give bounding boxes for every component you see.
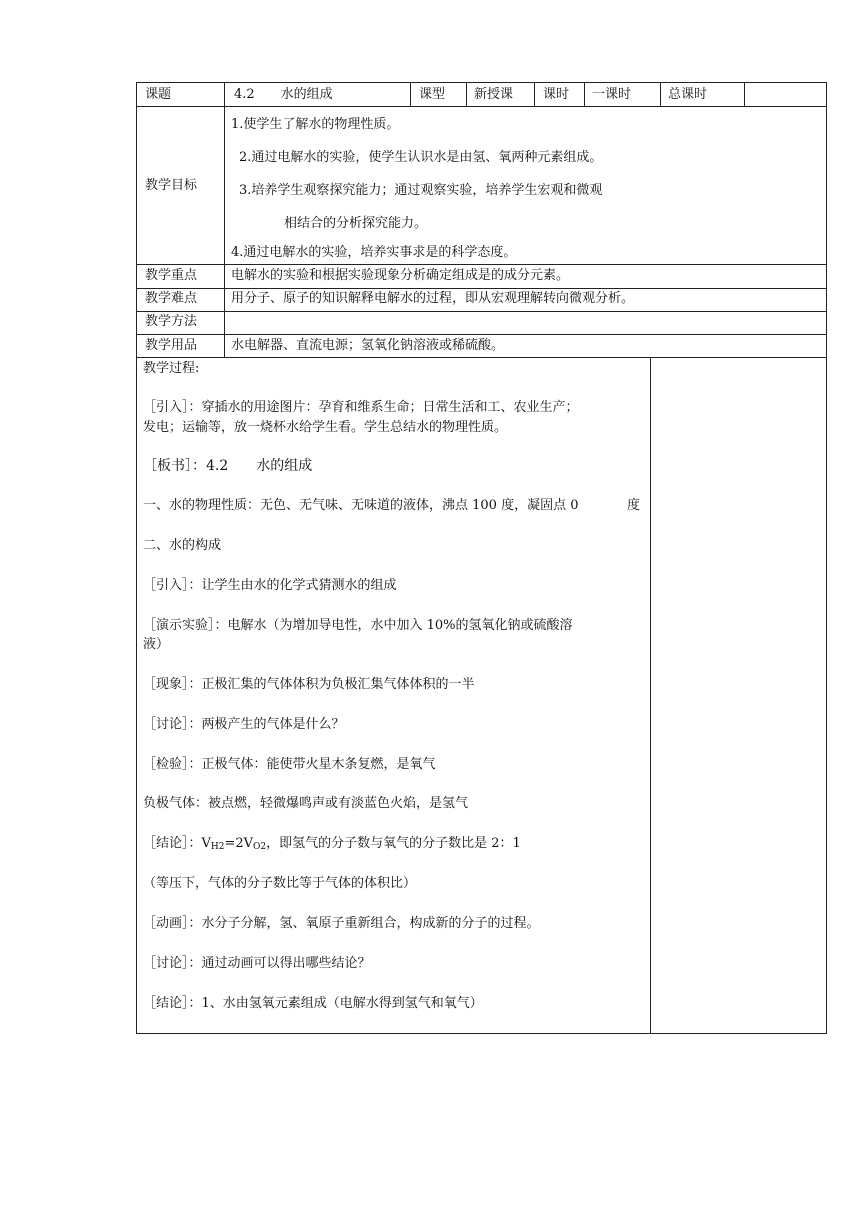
objective-item: 相结合的分析探究能力。: [284, 216, 428, 231]
materials-value: 水电解器、直流电源；氢氧化钠溶液或稀硫酸。: [231, 338, 505, 353]
key-points-value: 电解水的实验和根据实验现象分析确定组成是的成分元素。: [231, 268, 570, 283]
hours-label: 课时: [543, 87, 570, 102]
negative-gas-line: 负极气体：被点燃，轻微爆鸣声或有淡蓝色火焰，是氢气: [143, 796, 469, 811]
process-intro-line: 发电；运输等，放一烧杯水给学生看。学生总结水的物理性质。: [143, 420, 508, 435]
hours-value: 一课时: [592, 87, 632, 102]
difficulties-label: 教学难点: [145, 291, 198, 306]
conclusion-line: ［结论］：1、水由氢氧元素组成（电解水得到氢气和氧气）: [143, 996, 483, 1011]
key-points-label: 教学重点: [145, 268, 198, 283]
discussion-line: ［讨论］：两极产生的气体是什么？: [143, 717, 345, 732]
animation-line: ［动画］：水分子分解，氢、氧原子重新组合，构成新的分子的过程。: [143, 916, 540, 931]
objective-item: 1.使学生了解水的物理性质。: [231, 117, 400, 132]
phenomenon-line: ［现象］：正极汇集的气体体积为负极汇集气体体积的一半: [143, 677, 475, 692]
conclusion-line: ［结论］：$V_{H2}=2V_{O2}$，即氢气的分子数与氧气的分子数比是 2：1: [143, 836, 521, 852]
topic-value: 4.2 水的组成: [234, 87, 333, 102]
demo-experiment-line: ［演示实验］：电解水（为增加导电性，水中加入 10%的氢氧化钠或硫酸溶: [143, 618, 573, 633]
composition-heading: 二、水的构成: [143, 538, 222, 553]
discussion-line: ［讨论］：通过动画可以得出哪些结论？: [143, 956, 371, 971]
note-line: （等压下，气体的分子数比等于气体的体积比）: [143, 876, 417, 891]
physical-properties-unit: 度: [627, 498, 641, 513]
difficulties-value: 用分子、原子的知识解释电解水的过程，即从宏观理解转向微观分析。: [231, 291, 635, 306]
board-heading: ［板书］：4.2 水的组成: [143, 458, 313, 474]
test-line: ［检验］：正极气体：能使带火星木条复燃，是氧气: [143, 757, 436, 772]
objectives-label: 教学目标: [145, 178, 198, 193]
total-hours-label: 总课时: [668, 87, 708, 102]
demo-experiment-line: 液）: [143, 637, 170, 652]
process-intro-line: ［引入］：让学生由水的化学式猜测水的组成: [143, 578, 397, 593]
objective-item: 4.通过电解水的实验，培养实事求是的科学态度。: [231, 245, 517, 260]
topic-label: 课题: [145, 87, 172, 102]
process-title: 教学过程:: [143, 361, 200, 376]
objective-item: 2.通过电解水的实验，使学生认识水是由氢、氧两种元素组成。: [239, 150, 603, 165]
materials-label: 教学用品: [145, 338, 198, 353]
type-label: 课型: [419, 87, 446, 102]
type-value: 新授课: [474, 87, 514, 102]
physical-properties: 一、水的物理性质：无色、无气味、无味道的液体，沸点 100 度，凝固点 0: [143, 498, 579, 513]
objective-item: 3.培养学生观察探究能力；通过观察实验，培养学生宏观和微观: [239, 183, 603, 198]
process-intro-line: ［引入］：穿插水的用途图片：孕育和维系生命；日常生活和工、农业生产；: [143, 400, 579, 415]
methods-label: 教学方法: [145, 314, 198, 329]
